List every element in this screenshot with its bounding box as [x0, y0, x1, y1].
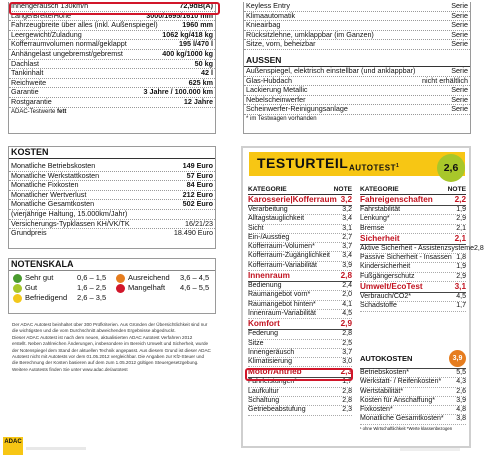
equipment-rows	[244, 2, 470, 50]
testurteil-footnote: ¹ ohne Wirtschaftlichkeit *Werte klassenbezogen	[360, 425, 453, 431]
category-item: Sicht 3,1	[248, 225, 352, 234]
category-item: Getriebeabstufung 2,3	[248, 406, 352, 415]
left-categories	[248, 195, 352, 416]
autokosten-grade-badge: 3,9	[449, 350, 466, 367]
kosten-panel	[8, 146, 216, 249]
equipment-row: Klimaautomatik Serie	[246, 10, 468, 20]
category-item: Federung 2,8	[248, 330, 352, 339]
tech-row: Garantie 3 Jahre / 100.000 km	[11, 87, 213, 97]
category-item: Sitze 2,5	[248, 340, 352, 349]
grade-dot-icon	[13, 284, 22, 293]
disclaimer-line: die Berechnung der Kosten basieren auf dem zum 1.05.2012 gültigen Steuergesetzgebung.	[12, 360, 199, 366]
category-item: Fußgängerschutz 2,9	[360, 273, 466, 282]
category-item: Alltagstauglichkeit 3,4	[248, 215, 352, 224]
grade-dot-icon	[116, 284, 125, 293]
equipment-row: Knieairbag Serie	[246, 20, 468, 30]
category-item: Lenkung* 2,9	[360, 215, 466, 224]
aussen-title: AUSSEN	[244, 54, 470, 67]
category-item: Verbrauch/CO2* 4,5	[360, 293, 466, 302]
category-item: Wertstabilität* 2,6	[360, 388, 466, 397]
category-item: Kosten für Anschaffung* 3,9	[360, 397, 466, 406]
tech-row: Anhängelast ungebremst/gebremst 400 kg/1000 kg	[11, 48, 213, 58]
kosten-row: Monatliche Fixkosten 84 Euro	[11, 180, 213, 190]
grade-scale-item: Befriedigend 2,6 – 3,5	[13, 293, 116, 303]
tech-data-rows	[9, 2, 215, 108]
kosten-row: Monatliche Werkstattkosten 57 Euro	[11, 170, 213, 180]
right-categories	[360, 195, 484, 312]
tech-row: Fahrzeugbreite über alles (inkl. Außenspiegel) 1960 mm	[11, 20, 213, 30]
category-item: Monatliche Gesamtkosten* 3,8	[360, 415, 466, 424]
category-heading: Motor/Antrieb 2,3	[248, 367, 352, 377]
grade-scale-item: Sehr gut 0,6 – 1,5	[13, 273, 116, 283]
testurteil-panel	[241, 146, 484, 448]
grundpreis-row: Grundpreis 18.490 Euro	[11, 228, 213, 238]
kosten-row: Monatliche Betriebskosten 149 Euro	[11, 161, 213, 170]
kosten-rows	[9, 162, 215, 210]
disclaimer-line: Dieser ADAC Autotest ist nach dem neuen, aktualisierten ADAC Autotest Verfahren 2012	[12, 334, 193, 340]
equipment-row: Keyless Entry Serie	[246, 1, 468, 10]
autokosten-rows	[360, 369, 466, 425]
adac-logo: ADAC	[3, 437, 23, 455]
autokosten-header	[360, 350, 466, 369]
category-heading: Innenraum 2,8	[248, 271, 352, 281]
left-col-header: KATEGORIE NOTE	[248, 186, 352, 193]
tech-row: Länge/Breite/Höhe 3000/1695/1610 mm	[11, 10, 213, 20]
category-item: Klimatisierung 3,0	[248, 358, 352, 367]
category-heading: Karosserie|Kofferraum 3,2	[248, 195, 352, 204]
page-bottom-faded-right	[400, 448, 460, 451]
category-item: Werkstatt- / Reifenkosten* 4,3	[360, 378, 466, 387]
notenskala-title: NOTENSKALA	[9, 259, 215, 271]
category-item: Passive Sicherheit - Insassen 1,8	[360, 254, 466, 263]
equipment-footnote: * im Testwagen vorhanden	[246, 115, 317, 122]
autotest-label: AUTOTEST$^1$	[349, 163, 400, 173]
equipment-panel	[243, 2, 471, 134]
disclaimer-line: der Notenspiegel dem Stand der aktuellen Technik angepasst. Aus diesem Grund ist dieser ADAC	[12, 347, 211, 353]
autokosten-title: AUTOKOSTEN	[360, 354, 413, 363]
aussen-row: Lackierung Metallic Serie	[246, 85, 468, 95]
tech-row: Innengeräusch 130km/h 72,9dB(A)	[11, 1, 213, 10]
grade-dot-icon	[13, 294, 22, 303]
grade-dot-icon	[116, 274, 125, 283]
category-item: Innengeräusch 3,7	[248, 349, 352, 358]
grade-scale-item: Ausreichend 3,6 – 4,5	[116, 273, 215, 283]
category-item: Bedienung 2,4	[248, 282, 352, 291]
category-item: Bremse 2,1	[360, 225, 466, 234]
category-heading: Fahreigenschaften 2,2	[360, 195, 466, 204]
testurteil-title: TESTURTEIL	[257, 155, 349, 171]
aussen-row: Glas-Hubdach nicht erhältlich	[246, 75, 468, 85]
category-item: Raumangebot vorn* 2,0	[248, 291, 352, 300]
category-item: Fixkosten* 4,8	[360, 406, 466, 415]
overall-grade-badge: 2,6	[437, 154, 465, 182]
category-heading: Sicherheit 2,1	[360, 233, 466, 243]
kosten-row: Monatlicher Wertverlust 212 Euro	[11, 189, 213, 199]
grades-right	[116, 273, 215, 303]
category-item: Ein-/Ausstieg 2,7	[248, 234, 352, 243]
equipment-row: Sitze, vorn, beheizbar Serie	[246, 39, 468, 49]
notenskala-panel	[8, 258, 216, 314]
disclaimer-line: Weitere Autotests finden Sie unter www.adac.de/autotest	[12, 366, 128, 372]
right-col-header: KATEGORIE NOTE	[360, 186, 466, 193]
category-heading: Komfort 2,9	[248, 319, 352, 329]
disclaimer-line: erstellt. Neben zahlreichen Änderungen, insbesondere im Bereich Umwelt und Sicherheit, wurde	[12, 341, 209, 347]
disclaimer-line: die wichtigsten und die vom Durchschnitt abweichenden Ergebnisse abgedruckt.	[12, 328, 176, 334]
disclaimer-line: Autotest nicht mit Autotests vor dem 01.05.2012 vergleichbar. Die Angaben zur Kfz-Steuer und	[12, 354, 205, 360]
highlight-innengeraeusch-rating	[245, 368, 353, 381]
category-item: Kindersicherheit 1,9	[360, 263, 466, 272]
category-item: Fahrstabilität 1,9	[360, 206, 466, 215]
category-heading: Umwelt/EcoTest 3,1	[360, 282, 466, 292]
tech-row: Tankinhalt 42 l	[11, 68, 213, 78]
aussen-rows	[244, 67, 470, 115]
aussen-row: Nebelscheinwerfer Serie	[246, 94, 468, 104]
equipment-row: Rücksitzlehne, umklappbar (im Ganzen) Serie	[246, 29, 468, 39]
category-item: Raumangebot hinten* 4,1	[248, 301, 352, 310]
disclaimer-text	[12, 322, 222, 373]
tech-row: Kofferraumvolumen normal/geklappt 195 l/470 l	[11, 39, 213, 49]
grade-scale-item: Mangelhaft 4,6 – 5,5	[116, 283, 215, 293]
versicherung-row: Versicherungs-Typklassen KH/VK/TK 16/21/23	[11, 218, 213, 228]
category-item: Fahrleistungen* 1,7	[248, 378, 352, 387]
aussen-row: Außenspiegel, elektrisch einstellbar (und anklappbar) Serie	[246, 65, 468, 75]
category-item: Verarbeitung 3,2	[248, 206, 352, 215]
grade-dot-icon	[13, 274, 22, 283]
category-item: Aktive Sicherheit - Assistenzsysteme 2,8	[360, 245, 466, 254]
tech-row: Rostgarantie 12 Jahre	[11, 96, 213, 106]
category-item: Kofferraum-Volumen* 3,7	[248, 243, 352, 252]
tech-row: Dachlast 50 kg	[11, 58, 213, 68]
grade-scale-item: Gut 1,6 – 2,5	[13, 283, 116, 293]
tech-data-panel	[8, 2, 216, 134]
category-item: Schadstoffe 1,7	[360, 302, 466, 311]
tech-footnote: ADAC-Testwerte fett	[11, 108, 67, 115]
category-item: Laufkultur 2,8	[248, 388, 352, 397]
highlight-innengeraeusch-tech	[9, 2, 220, 15]
category-item: Innenraum-Variabilität 4,5	[248, 310, 352, 319]
category-item: Kofferraum-Zugänglichkeit 3,4	[248, 252, 352, 261]
tech-row: Leergewicht/Zuladung 1062 kg/418 kg	[11, 29, 213, 39]
category-item: Schaltung 2,8	[248, 397, 352, 406]
kosten-note-row: (vierjährige Haltung, 15.000km/Jahr)	[9, 210, 215, 220]
disclaimer-line: Der ADAC Autotest beinhaltet über 300 Prüfkriterien. Aus Gründen der Übersichtlichkeit sind nur	[12, 322, 208, 327]
aussen-row: Scheinwerfer-Reinigungsanlage Serie	[246, 104, 468, 114]
tech-row: Reichweite 625 km	[11, 77, 213, 87]
grades-left	[13, 273, 116, 303]
page-bottom-faded	[26, 447, 86, 450]
category-item: Kofferraum-Variabilität 3,9	[248, 262, 352, 271]
kosten-title: KOSTEN	[9, 147, 215, 159]
kosten-row: Monatliche Gesamtkosten 502 Euro	[11, 199, 213, 209]
category-item: Betriebskosten* 5,5	[360, 369, 466, 378]
